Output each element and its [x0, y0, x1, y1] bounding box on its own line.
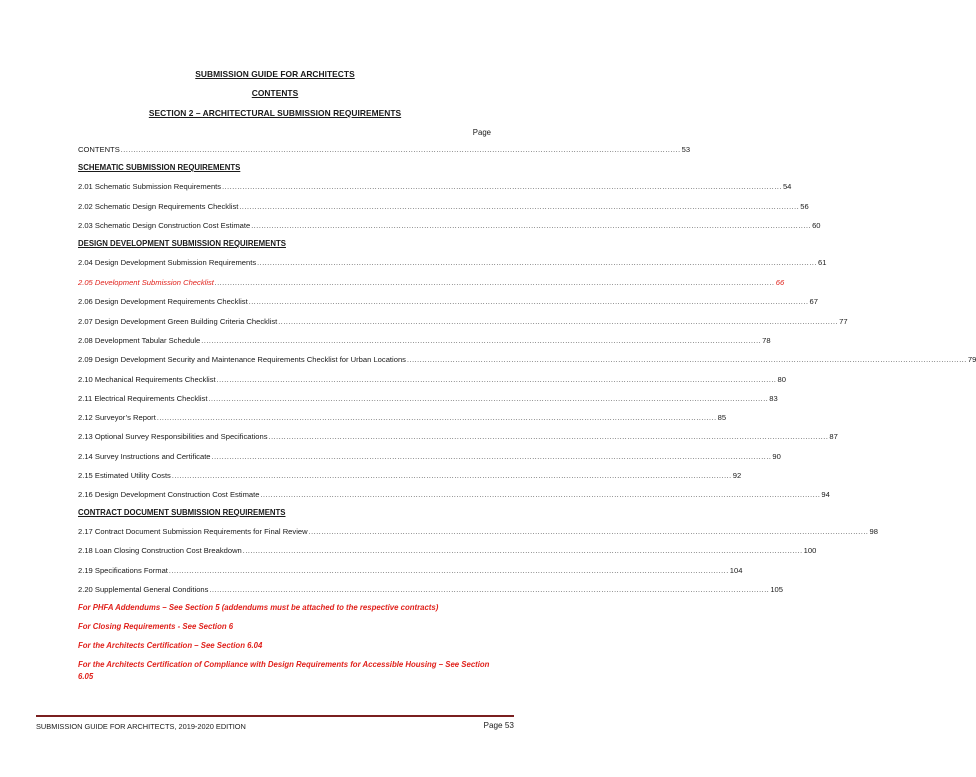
- toc-entry-page: 61: [817, 258, 827, 267]
- footer-divider: [36, 715, 514, 717]
- toc-entry-page: 98: [869, 527, 878, 536]
- note-architects-certification: For the Architects Certification – See Section 6.04: [78, 641, 263, 650]
- footer-page-number: Page 53: [483, 721, 514, 730]
- toc-entry[interactable]: [78, 471, 742, 482]
- leader-dots: ............................................................................................................................................................................................................................: [308, 529, 869, 536]
- section-heading-design-development: DESIGN DEVELOPMENT SUBMISSION REQUIREMENTS: [78, 239, 286, 248]
- leader-dots: ............................................................................................................................................................................................................................: [214, 280, 775, 287]
- toc-entry-page: 80: [777, 375, 786, 384]
- toc-entry[interactable]: [78, 336, 771, 347]
- toc-entry-label: 2.20 Supplemental General Conditions: [78, 585, 209, 594]
- toc-entry[interactable]: [78, 490, 830, 501]
- guide-title: SUBMISSION GUIDE FOR ARCHITECTS: [195, 69, 355, 79]
- toc-entry-page: 77: [839, 317, 848, 326]
- note-accessible-housing-certification: For the Architects Certification of Compliance with Design Requirements for Accessible Housing – See Section 6.05: [78, 660, 490, 681]
- toc-entry[interactable]: [78, 432, 838, 443]
- toc-entry[interactable]: [78, 258, 827, 269]
- leader-dots: ............................................................................................................................................................................................................................: [222, 184, 782, 191]
- toc-entry-page: 67: [809, 297, 818, 306]
- toc-entry-label: 2.06 Design Development Requirements Checklist: [78, 297, 248, 306]
- toc-entry-page: 53: [681, 145, 691, 154]
- leader-dots: ............................................................................................................................................................................................................................: [268, 434, 829, 441]
- toc-entry-label: 2.14 Survey Instructions and Certificate: [78, 452, 211, 461]
- leader-dots: ............................................................................................................................................................................................................................: [260, 492, 821, 499]
- leader-dots: ............................................................................................................................................................................................................................: [278, 319, 839, 326]
- toc-entry-label: 2.10 Mechanical Requirements Checklist: [78, 375, 216, 384]
- toc-entry-label: 2.01 Schematic Submission Requirements: [78, 182, 222, 191]
- toc-entry-page: 100: [803, 546, 817, 555]
- leader-dots: ............................................................................................................................................................................................................................: [257, 260, 817, 267]
- leader-dots: ............................................................................................................................................................................................................................: [209, 587, 770, 594]
- toc-entry-label: 2.04 Design Development Submission Requirements: [78, 258, 257, 267]
- toc-entry[interactable]: [78, 182, 792, 193]
- contents-title: CONTENTS: [251, 88, 299, 98]
- toc-entry[interactable]: [78, 297, 818, 308]
- toc-entry[interactable]: [78, 221, 821, 232]
- toc-entry[interactable]: [78, 355, 976, 366]
- section-title: SECTION 2 – ARCHITECTURAL SUBMISSION REQUIREMENTS: [148, 108, 402, 118]
- toc-entry-label: 2.08 Development Tabular Schedule: [78, 336, 201, 345]
- leader-dots: ............................................................................................................................................................................................................................: [216, 377, 777, 384]
- toc-entry-page: 66: [775, 278, 785, 287]
- leader-dots: ............................................................................................................................................................................................................................: [251, 223, 812, 230]
- toc-entry[interactable]: [78, 413, 727, 424]
- toc-entry-page: 54: [782, 182, 792, 191]
- toc-entry[interactable]: [78, 375, 786, 386]
- toc-entry-page: 90: [772, 452, 781, 461]
- toc-entry-label: 2.02 Schematic Design Requirements Checklist: [78, 202, 239, 211]
- toc-entry-label: 2.19 Specifications Format: [78, 566, 168, 575]
- toc-entry-page: 83: [769, 394, 778, 403]
- toc-entry-label: 2.18 Loan Closing Construction Cost Breakdown: [78, 546, 242, 555]
- toc-entry-page: 60: [812, 221, 821, 230]
- leader-dots: ............................................................................................................................................................................................................................: [242, 548, 803, 555]
- toc-entry-label: 2.12 Surveyor’s Report: [78, 413, 156, 422]
- toc-entry-page: 104: [729, 566, 743, 575]
- leader-dots: ............................................................................................................................................................................................................................: [406, 357, 967, 364]
- section-heading-schematic: SCHEMATIC SUBMISSION REQUIREMENTS: [78, 163, 241, 172]
- leader-dots: ............................................................................................................................................................................................................................: [208, 396, 769, 403]
- toc-entry-label: 2.17 Contract Document Submission Requirements for Final Review: [78, 527, 308, 536]
- toc-entry-label: 2.13 Optional Survey Responsibilities and Specifications: [78, 432, 268, 441]
- toc-entry-label: 2.09 Design Development Security and Maintenance Requirements Checklist for Urban Locations: [78, 355, 406, 364]
- toc-entry-highlighted[interactable]: [78, 278, 785, 289]
- note-phfa-addendums: For PHFA Addendums – See Section 5 (addendums must be attached to the respective contracts): [78, 603, 439, 612]
- leader-dots: ............................................................................................................................................................................................................................: [211, 454, 772, 461]
- leader-dots: ............................................................................................................................................................................................................................: [120, 147, 681, 154]
- toc-entry[interactable]: [78, 585, 783, 596]
- leader-dots: ............................................................................................................................................................................................................................: [239, 204, 800, 211]
- toc-entry-page: 79: [967, 355, 976, 364]
- footer-title: SUBMISSION GUIDE FOR ARCHITECTS, 2019-2020 EDITION: [36, 722, 246, 731]
- toc-entry-page: 92: [732, 471, 742, 480]
- section-heading-contract-documents: CONTRACT DOCUMENT SUBMISSION REQUIREMENTS: [78, 508, 286, 517]
- toc-entry[interactable]: [78, 566, 743, 577]
- leader-dots: ............................................................................................................................................................................................................................: [171, 473, 732, 480]
- toc-entry[interactable]: [78, 317, 848, 328]
- toc-entry-label: 2.16 Design Development Construction Cost Estimate: [78, 490, 260, 499]
- toc-entry-contents[interactable]: [78, 145, 691, 156]
- page-column-label: Page: [472, 128, 491, 137]
- toc-entry-label: 2.11 Electrical Requirements Checklist: [78, 394, 208, 403]
- leader-dots: ............................................................................................................................................................................................................................: [156, 415, 717, 422]
- leader-dots: ............................................................................................................................................................................................................................: [168, 568, 729, 575]
- note-closing-requirements: For Closing Requirements - See Section 6: [78, 622, 234, 631]
- toc-entry-page: 94: [821, 490, 830, 499]
- toc-entry-label: 2.15 Estimated Utility Costs: [78, 471, 171, 480]
- toc-entry[interactable]: [78, 394, 778, 405]
- leader-dots: ............................................................................................................................................................................................................................: [248, 299, 809, 306]
- toc-entry-label: CONTENTS: [78, 145, 120, 154]
- toc-entry[interactable]: [78, 202, 809, 213]
- toc-entry-label: 2.05 Development Submission Checklist: [78, 278, 214, 287]
- toc-entry[interactable]: [78, 546, 817, 557]
- toc-entry-label: 2.03 Schematic Design Construction Cost Estimate: [78, 221, 251, 230]
- toc-entry[interactable]: [78, 452, 781, 463]
- toc-entry-page: 78: [762, 336, 771, 345]
- toc-entry-page: 87: [829, 432, 838, 441]
- toc-entry-page: 105: [770, 585, 783, 594]
- toc-entry-label: 2.07 Design Development Green Building Criteria Checklist: [78, 317, 278, 326]
- leader-dots: ............................................................................................................................................................................................................................: [201, 338, 762, 345]
- toc-entry-page: 56: [800, 202, 809, 211]
- toc-entry[interactable]: [78, 527, 878, 538]
- toc-entry-page: 85: [717, 413, 727, 422]
